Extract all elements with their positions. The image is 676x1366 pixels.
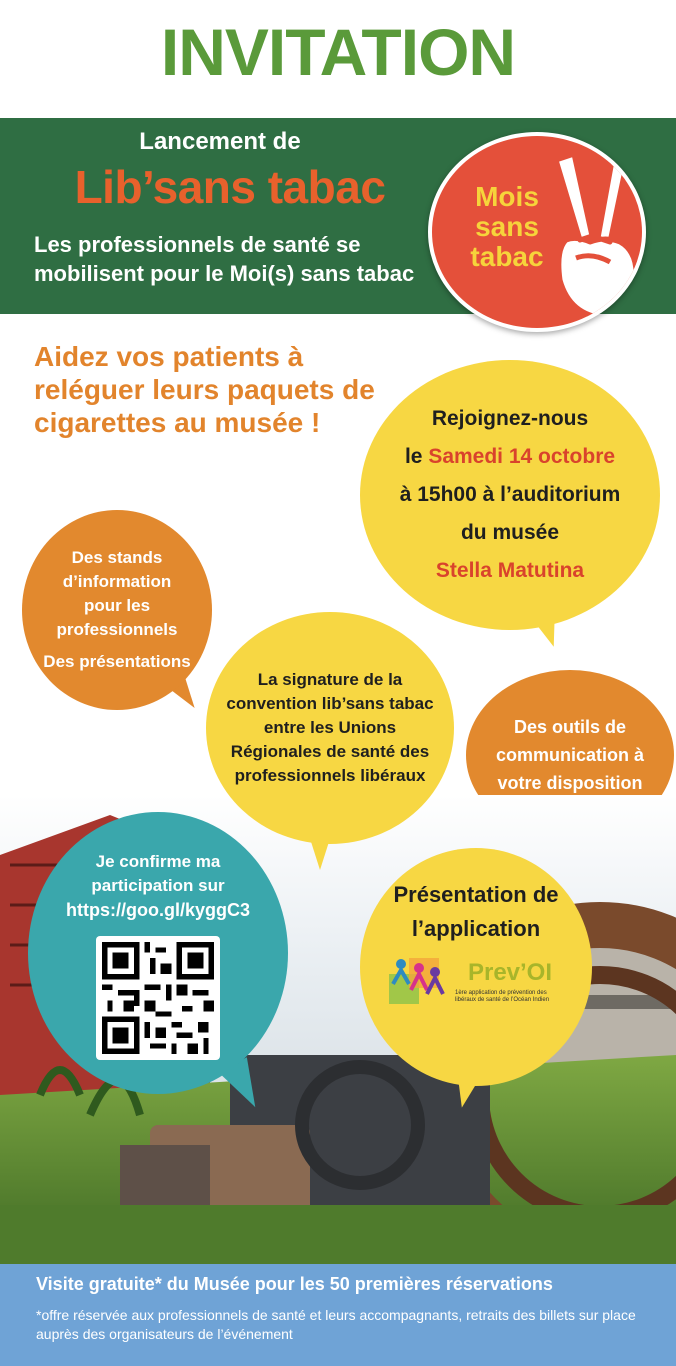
badge-text: Mois sans tabac bbox=[470, 181, 544, 272]
registration-link[interactable]: https://goo.gl/kyggC3 bbox=[66, 900, 250, 920]
mois-sans-tabac-badge bbox=[428, 132, 646, 332]
prevoi-logo: Prev’OI 1ère application de prévention des libéraux de santé de l’Océan Indien bbox=[387, 954, 565, 1006]
headline: Aidez vos patients à reléguer leurs paquets de cigarettes au musée ! bbox=[34, 341, 375, 438]
app-bubble: Présentation de l’application Prev’OI 1ère application de prévention des libéraux de santé de l’Océan Indien bbox=[360, 848, 592, 1086]
outils-bubble: Des outils de communication à votre disposition bbox=[466, 670, 674, 840]
footer-note: *offre réservée aux professionnels de santé et leurs accompagnants, retraits des billets sur place auprès des organisateurs de l’événement bbox=[36, 1307, 636, 1342]
rdv-bubble: Rejoignez-nous le Samedi 14 octobre à 15h00 à l’auditorium du musée Stella Matutina bbox=[360, 360, 660, 630]
page-title: INVITATION bbox=[160, 15, 516, 89]
venue-name: Stella Matutina bbox=[435, 559, 585, 582]
libsanstabac-logo: Lib’sans tabac bbox=[74, 161, 386, 213]
stands-bubble: Des stands d’information pour les professionnels Des présentations bbox=[22, 510, 212, 710]
event-date: Samedi 14 octobre bbox=[428, 445, 616, 468]
confirm-bubble: Je confirme ma participation sur https://goo.gl/kyggC3 bbox=[28, 812, 288, 1094]
footer bbox=[0, 1264, 676, 1366]
victory-hand-icon bbox=[536, 140, 646, 330]
qr-code-icon[interactable] bbox=[96, 936, 220, 1060]
launch-label: Lancement de bbox=[139, 128, 301, 155]
people-icon bbox=[387, 954, 449, 1006]
signature-bubble: La signature de la convention lib’sans tabac entre les Unions Régionales de santé des professionnels libéraux bbox=[206, 612, 454, 844]
footer-main: Visite gratuite* du Musée pour les 50 premières réservations bbox=[36, 1274, 553, 1294]
banner-tagline: Les professionnels de santé se mobilisent pour le Moi(s) sans tabac bbox=[34, 232, 415, 286]
